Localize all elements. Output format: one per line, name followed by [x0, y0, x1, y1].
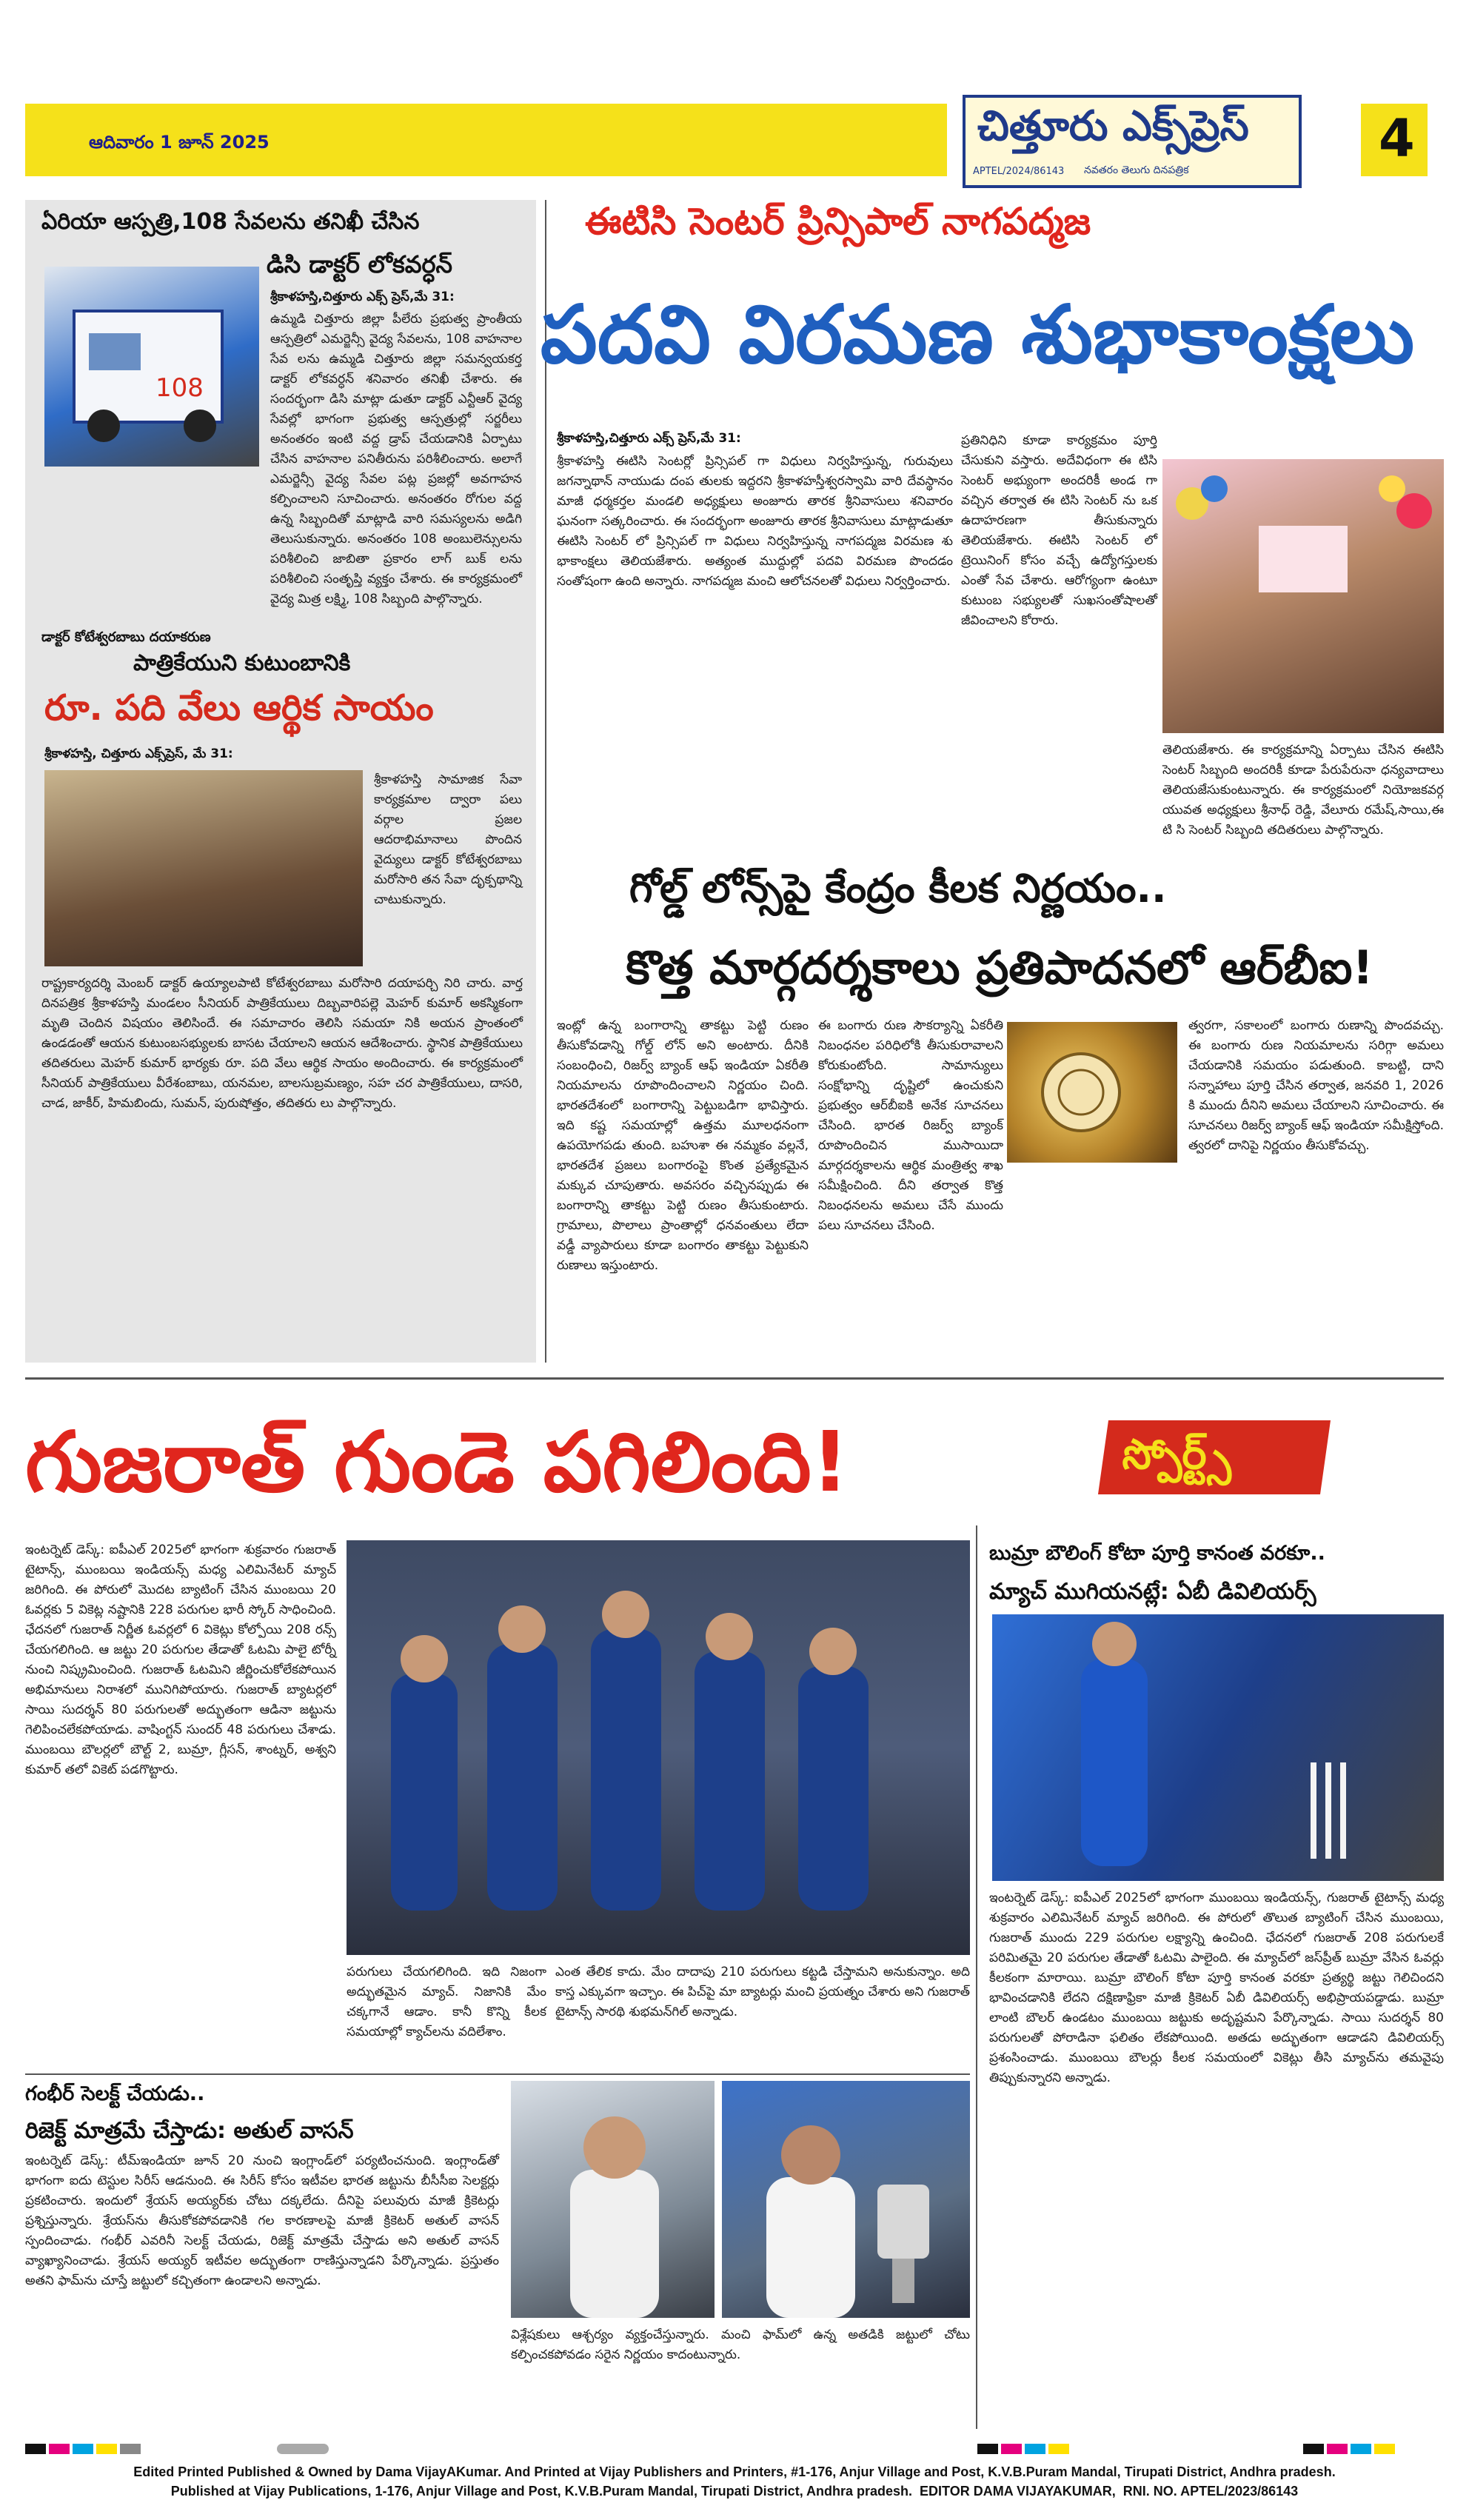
rbi-gold-photo	[1007, 1022, 1177, 1163]
gambhir-kicker: గంభీర్ సెలక్ట్ చేయడు..	[25, 2082, 205, 2105]
lead-headline: పదవి విరమణ శుభాకాంక్షలు	[540, 289, 1415, 381]
gambhir-top-rule	[25, 2073, 970, 2075]
coach-figure-icon	[511, 2081, 715, 2318]
page-number: 4	[1379, 108, 1415, 169]
left-story2-body: రాష్ట్రకార్యదర్శి మెంబర్ డాక్టర్ ఉయ్యాలపాటి కోటేశ్వరబాబు మరోసారి దయాపర్చి నిరి చారు. వార్త దినపత్రిక శ్రీకాళహస్తి మండలం సీనియర్ పాత్రికేయులు దిబ్బవారిపల్లె మెహర్ కుమార్ అకస్మికంగా మృతి చెందిన విషయం తెలిసిందే. ఈ సమాచారం తెలిసి సమయా నికి అయన ప్రాంతంలో ఉండడంతో ఆయన కుటుంబసభ్యులకు బాసట చేయాలని ఆయన ఆదేశించారు. స్థానిక పాత్రికేయులు తదితరులు మెహర్ కుమార్ భార్యకు రూ. పది వేలు ఆర్థిక సాయం అందించారు. ఈ కార్యక్రమంలో సీనియర్ పాత్రికేయులు వీరేశంబాబు, యనమల, బాలసుబ్రమణ్యం, సహ చర పాత్రికేయులు, దాసరి, చాడ, జాకీర్, హిమబిందు, సుమన్, పురుషోత్తం, తదితరు లు పాల్గొన్నారు.	[41, 976, 523, 1111]
sports-badge-label: స్పోర్ట్స్	[1122, 1431, 1231, 1479]
lead-col2: ప్రతినిధిని కూడా కార్యక్రమం పూర్తి చేసుకుని వస్తారు. అదేవిధంగా ఈ టిసి సెంటర్ అభ్యుంగా అందరికీ అండ గా వచ్చిన తర్వాత ఈ టిసి సెంటర్ ను ఒక ఉదాహరణగా తీసుకున్నారు తెలియజేశారు. ఈటిసి సెంటర్ లో ట్రెయినింగ్ కోసం వచ్చే ఉద్యోగస్తులకు ఎంతో సేవ చేశారు. ఆరోగ్యంగా ఉంటూ కుటుంబ సభ్యులతో సుఖసంతోషాలతో జీవించాలని కోరారు.	[961, 433, 1157, 628]
left-story1-dateline: శ్రీకాళహస్తి,చిత్తూరు ఎక్స్ ప్రెస్,మే 31:	[270, 290, 455, 304]
footer-line2: Published at Vijay Publications, 1-176, Anjur Village and Post, K.V.B.Puram Mandal, Tirupati District, Andhra pradesh. EDITOR DAMA VIJAYAKUMAR, RNI. NO. APTEL/2023/86143	[170, 2484, 1299, 2499]
gold-kicker: గోల్డ్ లోన్స్‌పై కేంద్రం కీలక నిర్ణయం..	[629, 865, 1167, 912]
footer-line1: Edited Printed Published & Owned by Dama VijayAKumar. And Printed at Vijay Publishers and Printers, #1-176, Anjur Village and Post, K.V.B.Puram Mandal, Tirupati District, Andhra pradesh.	[133, 2464, 1336, 2479]
sports-divider	[976, 1525, 977, 2429]
ambulance-icon	[44, 267, 259, 467]
gold-col1: ఇంట్లో ఉన్న బంగారాన్ని తాకట్టు పెట్టి రుణం తీసుకోవడాన్ని గోల్డ్ లోన్ అని అంటారు. దీనికి సంబంధించి, రిజర్వ్ బ్యాంక్ ఆఫ్ ఇండియా ఏకరీతి నియమాలను రూపొందించాలని నిర్ణయం చింది. భారతదేశంలో బంగారాన్ని పెట్టుబడిగా భావిస్తారు. ఇది కష్ట సమయాల్లో ఉత్తమ మూలధనంగా ఉపయోగపడు తుంది. బహుశా ఈ నమ్మకం వల్లనే, భారతదేశ ప్రజలు బంగారంపై కొంత ప్రత్యేకమైన మక్కువ చూపుతారు. అవసరం వచ్చినప్పుడు ఈ బంగారాన్ని తాకట్టు పెట్టి రుణం తీసుకుంటారు. గ్రామాలు, పొలాలు ప్రాంతాల్లో ధనవంతులు లేదా వడ్డీ వ్యాపారులు కూడా బంగారం తాకట్టు పెట్టుకుని రుణాలు ఇస్తుంటారు.	[557, 1018, 809, 1273]
gujarat-team-photo	[347, 1540, 970, 1955]
masthead-box	[963, 95, 1302, 188]
gold-col2: ఈ బంగారు రుణ సౌకర్యాన్ని ఏకరీతి నిబంధనల పరిధిలోకి తీసుకురావాలని కోరుకుంటోంది. సామాన్యులు సంక్షోభాన్ని దృష్టిలో ఉంచుకుని ప్రభుత్వం ఆర్‌బీఐకి అనేక సూచనలు చేసింది. భారత రిజర్వ్ బ్యాంక్ రూపొందించిన ముసాయిదా మార్గదర్శకాలను ఆర్థిక మంత్రిత్వ శాఖ సమీక్షించింది. దీని తర్వాత కొత్త నిబంధనలను అమలు చేసే ముందు పలు సూచనలు చేసింది.	[818, 1018, 1003, 1233]
gold-col3: త్వరగా, సకాలంలో బంగారు రుణాన్ని పొందవచ్చు. ఈ బంగారు రుణ నియమాలను సరిగ్గా అమలు చేయడానికి సమయం పడుతుంది. కాబట్టి, దాని సన్నాహాలు పూర్తి చేసిన తర్వాత, జనవరి 1, 2026 కి ముందు దీనిని అమలు చేయాలని సూచించారు. ఈ సూచనలు రిజర్వ్ బ్యాంక్ ఆఫ్ ఇండియా సమీక్షిస్తోంది. త్వరలో దానిపై నిర్ణయం తీసుకోవచ్చు.	[1188, 1018, 1444, 1153]
top-section-bottom-rule	[25, 1377, 1444, 1380]
sports-kicker: బుమ్రా బౌలింగ్ కోటా పూర్తి కానంత వరకూ..	[989, 1542, 1325, 1565]
masthead-sub: APTEL/2024/86143	[973, 166, 1065, 177]
balloons-icon	[1162, 459, 1444, 733]
iyer-trophy-photo	[722, 2081, 970, 2318]
rbi-emblem-icon	[1007, 1022, 1177, 1163]
sports-headline: మ్యాచ్ ముగియనట్లే: ఏబీ డివిలియర్స్	[989, 1579, 1316, 1605]
left-story2-side: శ్రీకాళహస్తి సామాజిక సేవా కార్యక్రమాల ద్వారా పలు వర్గాల ప్రజల ఆదరాభిమానాలు పొందిన వైద్యులు డాక్టర్ కోటేశ్వరబాబు మరోసారి తన సేవా దృక్పథాన్ని చాటుకున్నారు.	[374, 772, 522, 907]
lead-col3: తెలియజేశారు. ఈ కార్యక్రమాన్ని ఏర్పాటు చేసిన ఈటిసి సెంటర్ సిబ్బంది అందరికీ కూడా పేరుపేరునా ధన్యవాదాలు తెలియజేసుకుంటున్నారు. ఈ కార్యక్రమంలో నియోజకవర్గ యువత అధ్యక్షులు శ్రీనాధ్ రెడ్డి, వేలూరు రమేష్,సాయి,ఈ టి సి సెంటర్ సిబ్బంది తదితరులు పాల్గొన్నారు.	[1162, 743, 1444, 838]
header-date: ఆదివారం 1 జూన్ 2025	[89, 132, 270, 153]
left-story1-kicker: ఏరియా ఆస్పత్రి,108 సేవలను తనిఖీ చేసిన	[41, 209, 420, 235]
left-story1-footer: డాక్టర్ కోటేశ్వరబాబు దయాకరుణ	[41, 629, 211, 645]
gujarat-col1: ఇంటర్నెట్ డెస్క్: ఐపీఎల్ 2025లో భాగంగా శుక్రవారం గుజరాత్ టైటాన్స్‌, ముంబయి ఇండియన్స్ మధ్య ఎలిమినేటర్ మ్యాచ్ జరిగింది. ఈ పోరులో మొదట బ్యాటింగ్ చేసిన ముంబయి 20 ఓవర్లకు 5 వికెట్ల నష్టానికి 228 పరుగుల భారీ స్కోర్ సాధించింది. ఛేదనలో గుజరాత్ నిర్ణీత ఓవర్లలో 6 వికెట్లు కోల్పోయి 208 రన్స్ చేయగలిగింది. ఆ జట్టు 20 పరుగుల తేడాతో ఓటమి పాలై టోర్నీ నుంచి నిష్క్రమించింది. గుజరాత్ ఓటమిని జీర్ణించుకోలేకపోయిన అభిమానులు నిరాశలో మునిగిపోయారు. గుజరాత్ బ్యాటర్లలో సాయి సుదర్శన్ 80 పరుగులతో అద్భుతంగా ఆడినా జట్టును గెలిపించలేకపోయాడు. వాషింగ్టన్ సుందర్ 48 పరుగులు చేశాడు. ముంబయి బౌలర్లలో బౌల్ట్ 2, బుమ్రా, గ్లీసన్, శాంట్నర్, అశ్వని కుమార్ తలో వికెట్ పడగొట్టారు.	[25, 1543, 336, 1777]
masthead-tagline: నవతరం తెలుగు దినపత్రిక	[1084, 164, 1189, 176]
gold-headline: కొత్త మార్గదర్శకాలు ప్రతిపాదనలో ఆర్‌బీఐ!	[626, 940, 1373, 995]
lead-kicker: ఈటిసి సెంటర్ ప్రిన్సిపాల్ నాగపద్మజ	[585, 200, 1091, 243]
gambhir-caption: విశ్లేషకులు ఆశ్చర్యం వ్యక్తంచేస్తున్నారు. మంచి ఫామ్‌లో ఉన్న అతడికి జట్టులో చోటు కల్పించకపోవడం సరైన నిర్ణయం కాదంటున్నారు.	[511, 2327, 970, 2362]
gujarat-headline: గుజరాత్ గుండె పగిలింది!	[25, 1414, 849, 1511]
bumrah-photo	[992, 1614, 1444, 1881]
gambhir-body: ఇంటర్నెట్ డెస్క్: టీమ్‌ఇండియా జూన్ 20 నుంచి ఇంగ్లాండ్‌లో పర్యటించనుంది. ఇంగ్లాండ్‌తో భాగంగా ఐదు టెస్టుల సిరీస్ ఆడనుంది. ఈ సిరీస్ కోసం ఇటీవల భారత జట్టును బీసీసీఐ సెలక్టర్లు ప్రకటించారు. ఇందులో శ్రేయస్ అయ్యర్‌కు చోటు దక్కలేదు. దీనిపై పలువురు మాజీ క్రికెటర్లు ప్రశ్నిస్తున్నారు. శ్రేయస్‌ను తీసుకోకపోవడానికి గల కారణాలపై మాజీ క్రికెటర్ అతుల్ వాసన్ స్పందించాడు. గంభీర్ ఎవరినీ సెలక్ట్ చేయడు, రిజెక్ట్ మాత్రమే చేస్తాడు అని అతుల్ వాసన్ వ్యాఖ్యానించాడు. శ్రేయస్ అయ్యర్ ఇటీవల అద్భుతంగా రాణిస్తున్నాడని పేర్కొన్నాడు. ప్రస్తుతం అతని ఫామ్‌ను చూస్తే జట్టులో కచ్చితంగా ఉండాలని అన్నాడు.	[25, 2153, 499, 2288]
gujarat-col2: పరుగులు చేయగలిగింది. ఇది నిజంగా అద్భుతమైన మ్యాచ్. నిజానికి మేం చక్కగానే ఆడాం. కానీ కొన్ని కీలక సమయాల్లో క్యాచ్‌లను వదిలేశాం.	[347, 1965, 546, 2039]
left-story1-body-cont	[41, 474, 523, 622]
left-story1-body: ఉమ్మడి చిత్తూరు జిల్లా పీలేరు ప్రభుత్వ ప్రాంతీయ ఆస్పత్రిలో ఎమర్జెన్సీ వైద్య సేవలను, 108 వాహనాల సేవ లను ఉమ్మడి చిత్తూరు జిల్లా సమన్వయకర్త డాక్టర్ లోకవర్ధన్ శనివారం తనిఖీ చేశారు. ఈ సందర్భంగా డిసి మాట్లా డుతూ డాక్టర్ ఎన్టీఆర్ వైద్య సేవల్లో భాగంగా ప్రభుత్వ ఆస్పత్రుల్లో సర్జరీలు అనంతరం ఇంటి వద్ద డ్రాప్ చేయడానికి ఏర్పాటు చేసిన వాహనాల పనితీరును పరిశీలించారు. అలాగే ఎమర్జెన్సీ వైద్య సేవల పట్ల ప్రజల్లో అవగాహన కల్పించాలని సూచించారు. అనంతరం రోగుల వద్ద ఉన్న సిబ్బందితో మాట్లాడి వారి సమస్యలను అడిగి తెలుసుకున్నారు. అనంతరం 108 అంబులెన్సులను పరిశీలించి జాబితా ప్రకారం లాగ్ బుక్ లను పరిశీలించి సంతృప్తి వ్యక్తం చేశారు. ఈ కార్యక్రమంలో వైద్య మిత్ర లక్ష్మి, 108 సిబ్బంది పాల్గొన్నారు.	[270, 312, 522, 606]
svg-text:108: 108	[155, 373, 204, 403]
gujarat-col3: ఎంత తేలిక కాదు. మేం దాదాపు 210 పరుగులు కట్టడి చేస్తామని అనుకున్నాం. అది కాస్త ఎక్కువగా ఇచ్చాం. ఈ పిచ్‌పై మా బ్యాటర్లు మంచి ప్రయత్నం చేశారు అని గుజరాత్ టైటాన్స్‌ సారథి శుభమన్‌గిల్ అన్నాడు.	[555, 1965, 970, 2019]
left-story2-headline: రూ. పది వేలు ఆర్థిక సాయం	[44, 687, 434, 729]
registration-marks-left	[25, 2444, 410, 2456]
left-story2-dateline: శ్రీకాళహస్తి, చిత్తూరు ఎక్స్‌ప్రెస్, మే 31:	[44, 746, 233, 761]
donation-photo	[44, 770, 363, 966]
registration-marks-right	[977, 2444, 1422, 2456]
trophy-icon	[722, 2081, 970, 2318]
lead-col1: శ్రీకాళహస్తి ఈటిసి సెంటర్లో ప్రిన్సిపల్ గా విధులు నిర్వహిస్తున్న, గురువులు జగన్నాథాన్ నాయుడు దంప తులకు ఇద్దరని శ్రీకాళహస్తీశ్వరస్వామి వారి దేవస్థానం మాజీ ధర్మకర్తల మండలి అధ్యక్షులు అంజూరు తారక శ్రీనివాసులు శనివారం ఘనంగా సత్కరించారు. ఈ సందర్భంగా అంజూరు తారక శ్రీనివాసులు మాట్లాడుతూ ఈటిసి సెంటర్ లో ప్రిన్సిపల్ గా విధులు నిర్వహిస్తున్న నాగపద్మజ విరమణ శు భాకాంక్షలు తెలియజేశారు. అత్యంత ముద్దుల్లో పదవి విరమణ పొందడం సంతోషంగా ఉంది అన్నారు. నాగపద్మజ మంచి ఆలోచనలతో విధులు నిర్వర్తించారు.	[557, 454, 953, 589]
gambhir-headline: రిజెక్ట్ మాత్రమే చేస్తాడు: అతుల్ వాసన్	[25, 2118, 354, 2144]
sports-body: ఇంటర్నెట్ డెస్క్: ఐపీఎల్ 2025లో భాగంగా ముంబయి ఇండియన్స్, గుజరాత్ టైటాన్స్ మధ్య శుక్రవారం ఎలిమినేటర్ మ్యాచ్ జరిగింది. ఈ పోరులో తొలుత బ్యాటింగ్ చేసిన ముంబయి, గుజరాత్ ముందు 229 పరుగుల లక్ష్యాన్ని ఉంచింది. ఛేదనలో గుజరాత్ 208 పరుగులకే పరిమితమై 20 పరుగుల తేడాతో ఓటమి పాలైంది. ఈ మ్యాచ్‌లో జస్‌ప్రీత్ బుమ్రా వేసిన ఓవర్లు కీలకంగా మారాయి. బుమ్రా బౌలింగ్ కోటా పూర్తి కానంత వరకూ ప్రత్యర్థి జట్టు గెలిచిందని భావించడానికి లేదని దక్షిణాఫ్రికా మాజీ క్రికెటర్ ఏబీ డివిలియర్స్ అభిప్రాయపడ్డాడు. బుమ్రా లాంటి బౌలర్ ఉండటం ముంబయి జట్టుకు అదృష్టమని పేర్కొన్నాడు. సాయి సుదర్శన్ 80 పరుగులతో పోరాడినా ఫలితం లేకపోయింది. అతడు అద్భుతంగా ఆడాడని డివిలియర్స్ ప్రశంసించాడు. ముంబయి బౌలర్లు కీలక సమయంలో వికెట్లు తీసి మ్యాచ్‌ను తమవైపు తిప్పుకున్నారని అన్నాడు.	[989, 1891, 1444, 2085]
cricket-stumps-icon	[992, 1614, 1444, 1881]
ambulance-photo	[44, 267, 259, 467]
left-story1-headline: డిసి డాక్టర్ లోకవర్ధన్	[267, 250, 452, 278]
retirement-event-photo	[1162, 459, 1444, 733]
gambhir-photo	[511, 2081, 715, 2318]
lead-dateline: శ్రీకాళహస్తి,చిత్తూరు ఎక్స్ ప్రెస్,మే 31:	[557, 431, 741, 446]
left-story2-kicker: పాత్రికేయుని కుటుంబానికి	[133, 650, 351, 676]
players-figures-icon	[347, 1540, 970, 1955]
masthead-title: చిత్తూరు ఎక్స్‌ప్రెస్	[977, 102, 1249, 150]
sports-badge	[1098, 1420, 1331, 1494]
